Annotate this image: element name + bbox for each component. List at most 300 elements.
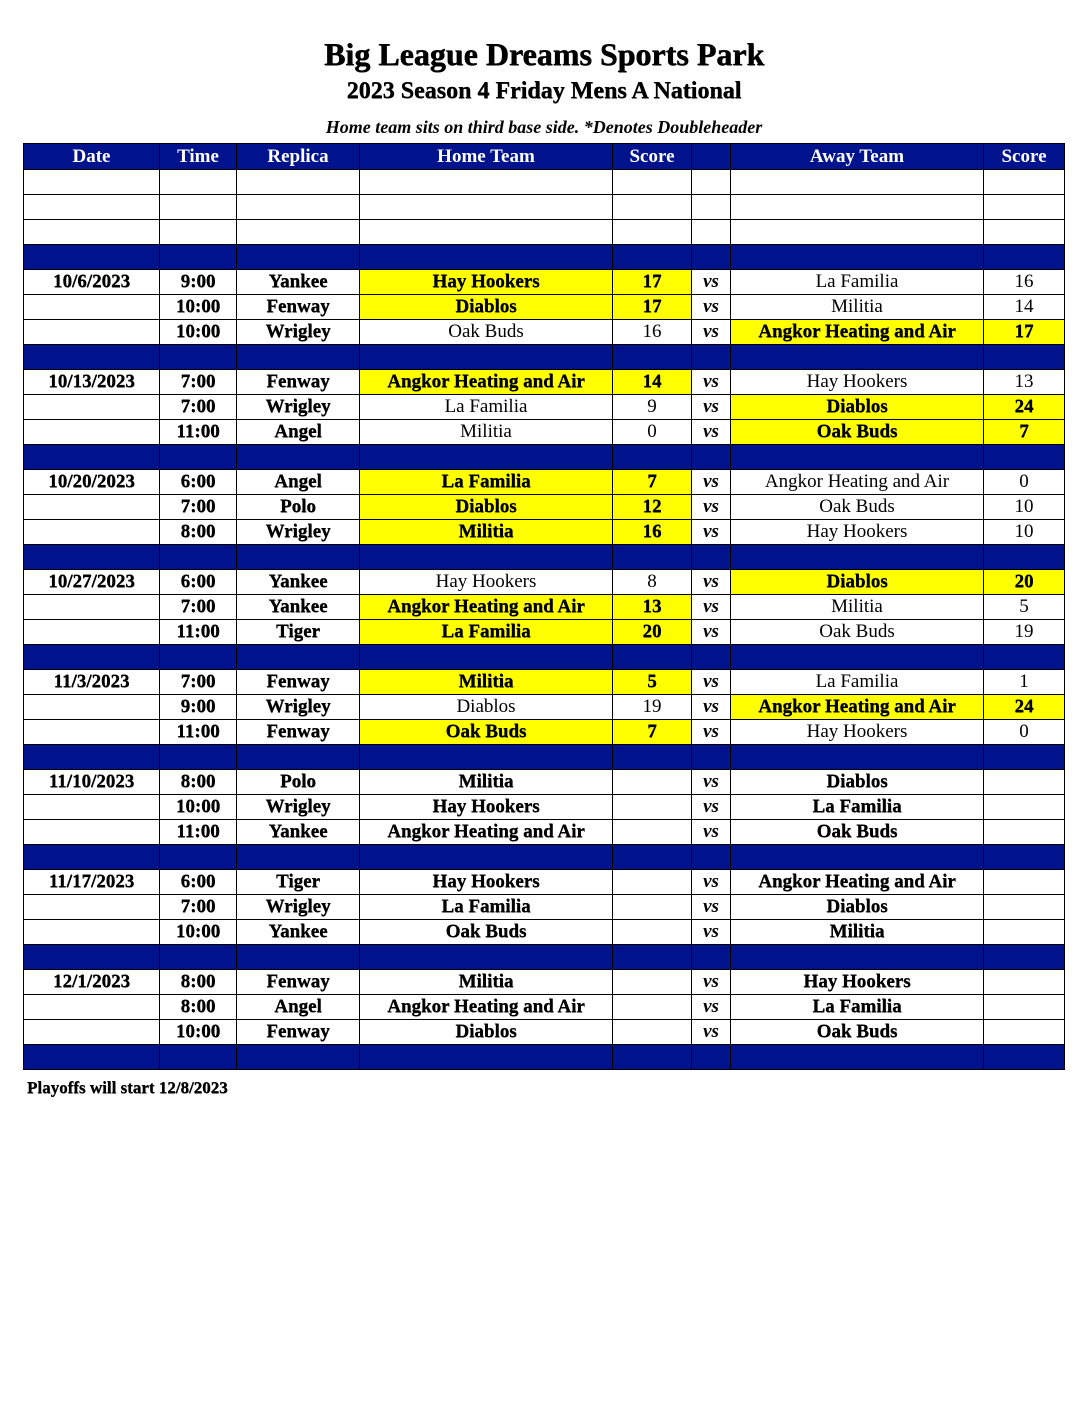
vs-label: vs <box>692 770 731 795</box>
game-date <box>24 895 160 920</box>
away-team: Diablos <box>731 395 984 420</box>
page-title: Big League Dreams Sports Park <box>323 36 765 72</box>
home-team: Oak Buds <box>360 320 613 345</box>
empty-row <box>24 220 1065 245</box>
vs-label: vs <box>692 370 731 395</box>
home-score: 9 <box>613 395 692 420</box>
away-team: Angkor Heating and Air <box>731 470 984 495</box>
game-time: 8:00 <box>160 520 237 545</box>
home-score: 17 <box>613 270 692 295</box>
game-time: 7:00 <box>160 895 237 920</box>
game-row <box>24 870 1065 895</box>
away-score: 10 <box>984 495 1065 520</box>
week-separator-row <box>24 645 1065 670</box>
separator-cell <box>360 245 613 270</box>
vs-label: vs <box>692 720 731 745</box>
separator-cell <box>613 245 692 270</box>
game-field: Polo <box>237 770 360 795</box>
separator-cell <box>237 545 360 570</box>
game-time: 10:00 <box>160 920 237 945</box>
vs-label: vs <box>692 320 731 345</box>
vs-label: vs <box>692 820 731 845</box>
game-time: 6:00 <box>160 870 237 895</box>
away-team: La Familia <box>731 795 984 820</box>
home-score <box>613 895 692 920</box>
separator-cell <box>613 945 692 970</box>
game-field: Tiger <box>237 870 360 895</box>
home-score: 7 <box>613 470 692 495</box>
separator-cell <box>160 545 237 570</box>
away-score <box>984 870 1065 895</box>
game-field: Yankee <box>237 595 360 620</box>
game-row <box>24 420 1065 445</box>
away-score: 5 <box>984 595 1065 620</box>
home-score <box>613 970 692 995</box>
away-team: La Familia <box>731 995 984 1020</box>
game-field: Yankee <box>237 270 360 295</box>
separator-cell <box>24 245 160 270</box>
week-separator-row <box>24 245 1065 270</box>
home-team: Angkor Heating and Air <box>360 370 613 395</box>
separator-cell <box>24 945 160 970</box>
game-field: Fenway <box>237 295 360 320</box>
game-date: 10/20/2023 <box>24 470 160 495</box>
separator-cell <box>731 445 984 470</box>
home-team: Militia <box>360 770 613 795</box>
separator-cell <box>984 1045 1065 1070</box>
col-time-header: Time <box>160 144 237 170</box>
separator-cell <box>731 645 984 670</box>
home-score <box>613 870 692 895</box>
separator-cell <box>360 1045 613 1070</box>
away-score: 1 <box>984 670 1065 695</box>
home-team: Hay Hookers <box>360 270 613 295</box>
game-row <box>24 495 1065 520</box>
separator-cell <box>692 545 731 570</box>
col-away-score-header: Score <box>984 144 1065 170</box>
away-score <box>984 970 1065 995</box>
separator-cell <box>360 445 613 470</box>
separator-cell <box>237 245 360 270</box>
away-team: Hay Hookers <box>731 720 984 745</box>
home-score: 17 <box>613 295 692 320</box>
game-time: 7:00 <box>160 395 237 420</box>
away-team: Oak Buds <box>731 620 984 645</box>
separator-cell <box>731 545 984 570</box>
week-separator-row <box>24 545 1065 570</box>
game-row <box>24 670 1065 695</box>
schedule-body <box>24 170 1065 1070</box>
away-score <box>984 920 1065 945</box>
separator-cell <box>692 745 731 770</box>
game-time: 8:00 <box>160 995 237 1020</box>
game-time: 11:00 <box>160 720 237 745</box>
vs-label: vs <box>692 995 731 1020</box>
game-date: 11/17/2023 <box>24 870 160 895</box>
game-field: Fenway <box>237 1020 360 1045</box>
game-time: 8:00 <box>160 770 237 795</box>
game-time: 10:00 <box>160 320 237 345</box>
week-separator-row <box>24 745 1065 770</box>
home-team: Hay Hookers <box>360 570 613 595</box>
game-field: Wrigley <box>237 795 360 820</box>
home-score: 12 <box>613 495 692 520</box>
game-time: 9:00 <box>160 270 237 295</box>
game-row <box>24 470 1065 495</box>
separator-cell <box>24 745 160 770</box>
home-team: Hay Hookers <box>360 795 613 820</box>
separator-cell <box>731 245 984 270</box>
home-team: La Familia <box>360 620 613 645</box>
separator-cell <box>692 645 731 670</box>
col-date-header: Date <box>24 144 160 170</box>
week-separator-row <box>24 1045 1065 1070</box>
home-team: Oak Buds <box>360 920 613 945</box>
home-team: Militia <box>360 420 613 445</box>
separator-cell <box>160 645 237 670</box>
home-team: Oak Buds <box>360 720 613 745</box>
game-date <box>24 420 160 445</box>
game-date <box>24 295 160 320</box>
game-row <box>24 995 1065 1020</box>
game-date <box>24 795 160 820</box>
away-score: 19 <box>984 620 1065 645</box>
home-score: 0 <box>613 420 692 445</box>
game-time: 8:00 <box>160 970 237 995</box>
vs-label: vs <box>692 695 731 720</box>
home-score: 20 <box>613 620 692 645</box>
home-score: 16 <box>613 320 692 345</box>
away-score: 7 <box>984 420 1065 445</box>
home-team: Militia <box>360 970 613 995</box>
game-field: Fenway <box>237 720 360 745</box>
vs-label: vs <box>692 895 731 920</box>
home-team: Angkor Heating and Air <box>360 995 613 1020</box>
game-date <box>24 395 160 420</box>
separator-cell <box>160 445 237 470</box>
home-score: 7 <box>613 720 692 745</box>
home-team: Diablos <box>360 495 613 520</box>
game-row <box>24 295 1065 320</box>
game-date <box>24 620 160 645</box>
game-date: 12/1/2023 <box>24 970 160 995</box>
game-row <box>24 820 1065 845</box>
separator-cell <box>613 645 692 670</box>
vs-label: vs <box>692 420 731 445</box>
separator-cell <box>360 345 613 370</box>
away-score <box>984 820 1065 845</box>
game-time: 6:00 <box>160 570 237 595</box>
separator-cell <box>360 745 613 770</box>
separator-cell <box>613 845 692 870</box>
col-replica-header: Replica <box>237 144 360 170</box>
home-team: Diablos <box>360 1020 613 1045</box>
away-team: Militia <box>731 920 984 945</box>
vs-label: vs <box>692 670 731 695</box>
game-row <box>24 395 1065 420</box>
game-row <box>24 620 1065 645</box>
week-separator-row <box>24 945 1065 970</box>
separator-cell <box>692 845 731 870</box>
away-score: 16 <box>984 270 1065 295</box>
separator-cell <box>160 1045 237 1070</box>
game-date <box>24 920 160 945</box>
away-team: Oak Buds <box>731 420 984 445</box>
game-row <box>24 1020 1065 1045</box>
game-date <box>24 520 160 545</box>
separator-cell <box>731 1045 984 1070</box>
playoffs-note: Playoffs will start 12/8/2023 <box>27 1078 228 1097</box>
away-team: Diablos <box>731 770 984 795</box>
away-team: Militia <box>731 295 984 320</box>
game-row <box>24 795 1065 820</box>
home-team: Militia <box>360 520 613 545</box>
game-time: 10:00 <box>160 1020 237 1045</box>
away-score <box>984 795 1065 820</box>
vs-label: vs <box>692 870 731 895</box>
home-team: Angkor Heating and Air <box>360 595 613 620</box>
away-team: Oak Buds <box>731 1020 984 1045</box>
game-date: 11/3/2023 <box>24 670 160 695</box>
home-score <box>613 770 692 795</box>
empty-row <box>24 195 1065 220</box>
vs-label: vs <box>692 920 731 945</box>
game-time: 11:00 <box>160 620 237 645</box>
away-team: Diablos <box>731 895 984 920</box>
schedule-note: Home team sits on third base side. *Denotes Doubleheader <box>325 117 763 137</box>
game-row <box>24 370 1065 395</box>
game-time: 9:00 <box>160 695 237 720</box>
game-row <box>24 895 1065 920</box>
home-score: 13 <box>613 595 692 620</box>
game-date: 11/10/2023 <box>24 770 160 795</box>
week-separator-row <box>24 445 1065 470</box>
away-team: Oak Buds <box>731 820 984 845</box>
away-score: 24 <box>984 395 1065 420</box>
home-team: Militia <box>360 670 613 695</box>
separator-cell <box>613 545 692 570</box>
game-field: Yankee <box>237 570 360 595</box>
home-score <box>613 795 692 820</box>
game-row <box>24 570 1065 595</box>
game-field: Yankee <box>237 820 360 845</box>
separator-cell <box>237 845 360 870</box>
game-date <box>24 595 160 620</box>
away-score <box>984 995 1065 1020</box>
separator-cell <box>692 1045 731 1070</box>
game-row <box>24 970 1065 995</box>
game-row <box>24 595 1065 620</box>
away-team: Hay Hookers <box>731 370 984 395</box>
separator-cell <box>360 645 613 670</box>
game-time: 7:00 <box>160 495 237 520</box>
header-row <box>24 144 1065 170</box>
game-field: Wrigley <box>237 520 360 545</box>
game-date <box>24 320 160 345</box>
game-field: Polo <box>237 495 360 520</box>
home-score: 19 <box>613 695 692 720</box>
home-score <box>613 920 692 945</box>
game-time: 7:00 <box>160 595 237 620</box>
away-score <box>984 1020 1065 1045</box>
vs-label: vs <box>692 620 731 645</box>
game-row <box>24 920 1065 945</box>
away-score: 13 <box>984 370 1065 395</box>
game-date: 10/27/2023 <box>24 570 160 595</box>
vs-label: vs <box>692 270 731 295</box>
vs-label: vs <box>692 495 731 520</box>
separator-cell <box>160 245 237 270</box>
separator-cell <box>984 945 1065 970</box>
separator-cell <box>984 745 1065 770</box>
separator-cell <box>692 245 731 270</box>
game-field: Fenway <box>237 970 360 995</box>
separator-cell <box>160 945 237 970</box>
home-score: 8 <box>613 570 692 595</box>
separator-cell <box>731 345 984 370</box>
away-team: Militia <box>731 595 984 620</box>
separator-cell <box>984 445 1065 470</box>
home-score: 14 <box>613 370 692 395</box>
game-time: 11:00 <box>160 420 237 445</box>
separator-cell <box>160 345 237 370</box>
game-time: 6:00 <box>160 470 237 495</box>
separator-cell <box>613 1045 692 1070</box>
separator-cell <box>160 745 237 770</box>
game-date <box>24 820 160 845</box>
game-field: Angel <box>237 995 360 1020</box>
separator-cell <box>613 745 692 770</box>
separator-cell <box>237 1045 360 1070</box>
vs-label: vs <box>692 795 731 820</box>
game-field: Fenway <box>237 370 360 395</box>
separator-cell <box>237 645 360 670</box>
separator-cell <box>360 845 613 870</box>
game-time: 10:00 <box>160 795 237 820</box>
game-date: 10/13/2023 <box>24 370 160 395</box>
separator-cell <box>984 645 1065 670</box>
game-time: 7:00 <box>160 370 237 395</box>
separator-cell <box>731 945 984 970</box>
separator-cell <box>237 745 360 770</box>
home-team: Diablos <box>360 295 613 320</box>
vs-label: vs <box>692 395 731 420</box>
away-score <box>984 895 1065 920</box>
separator-cell <box>160 845 237 870</box>
away-team: Oak Buds <box>731 495 984 520</box>
home-score <box>613 995 692 1020</box>
game-time: 7:00 <box>160 670 237 695</box>
home-team: La Familia <box>360 395 613 420</box>
vs-label: vs <box>692 520 731 545</box>
col-home-score-header: Score <box>613 144 692 170</box>
vs-label: vs <box>692 970 731 995</box>
away-score: 24 <box>984 695 1065 720</box>
away-score: 10 <box>984 520 1065 545</box>
separator-cell <box>613 445 692 470</box>
separator-cell <box>984 545 1065 570</box>
home-team: Diablos <box>360 695 613 720</box>
schedule-table <box>23 143 1065 1070</box>
separator-cell <box>24 345 160 370</box>
game-field: Angel <box>237 470 360 495</box>
home-team: Angkor Heating and Air <box>360 820 613 845</box>
away-team: Angkor Heating and Air <box>731 320 984 345</box>
game-row <box>24 270 1065 295</box>
separator-cell <box>360 945 613 970</box>
col-home-team-header: Home Team <box>360 144 613 170</box>
away-score: 17 <box>984 320 1065 345</box>
away-team: Hay Hookers <box>731 970 984 995</box>
home-team: Hay Hookers <box>360 870 613 895</box>
game-date <box>24 995 160 1020</box>
game-row <box>24 770 1065 795</box>
away-team: La Familia <box>731 670 984 695</box>
game-date <box>24 495 160 520</box>
separator-cell <box>731 745 984 770</box>
game-date: 10/6/2023 <box>24 270 160 295</box>
separator-cell <box>692 945 731 970</box>
away-score: 0 <box>984 720 1065 745</box>
away-score <box>984 770 1065 795</box>
vs-label: vs <box>692 595 731 620</box>
separator-cell <box>24 645 160 670</box>
separator-cell <box>731 845 984 870</box>
home-team: La Familia <box>360 895 613 920</box>
separator-cell <box>692 345 731 370</box>
away-team: Diablos <box>731 570 984 595</box>
game-field: Wrigley <box>237 695 360 720</box>
game-time: 11:00 <box>160 820 237 845</box>
separator-cell <box>984 345 1065 370</box>
game-row <box>24 720 1065 745</box>
game-field: Wrigley <box>237 895 360 920</box>
separator-cell <box>692 445 731 470</box>
game-field: Fenway <box>237 670 360 695</box>
separator-cell <box>24 545 160 570</box>
separator-cell <box>237 945 360 970</box>
game-field: Wrigley <box>237 320 360 345</box>
home-score: 16 <box>613 520 692 545</box>
vs-label: vs <box>692 570 731 595</box>
away-team: La Familia <box>731 270 984 295</box>
home-score <box>613 1020 692 1045</box>
separator-cell <box>24 1045 160 1070</box>
page-subtitle: 2023 Season 4 Friday Mens A National <box>346 78 742 104</box>
week-separator-row <box>24 845 1065 870</box>
separator-cell <box>24 845 160 870</box>
away-score: 20 <box>984 570 1065 595</box>
away-score: 0 <box>984 470 1065 495</box>
separator-cell <box>613 345 692 370</box>
away-score: 14 <box>984 295 1065 320</box>
game-row <box>24 520 1065 545</box>
home-score <box>613 820 692 845</box>
col-vs-header <box>692 144 731 170</box>
vs-label: vs <box>692 295 731 320</box>
game-date <box>24 720 160 745</box>
home-score: 5 <box>613 670 692 695</box>
separator-cell <box>984 245 1065 270</box>
game-time: 10:00 <box>160 295 237 320</box>
home-team: La Familia <box>360 470 613 495</box>
week-separator-row <box>24 345 1065 370</box>
separator-cell <box>237 445 360 470</box>
game-field: Angel <box>237 420 360 445</box>
away-team: Angkor Heating and Air <box>731 870 984 895</box>
separator-cell <box>360 545 613 570</box>
vs-label: vs <box>692 1020 731 1045</box>
